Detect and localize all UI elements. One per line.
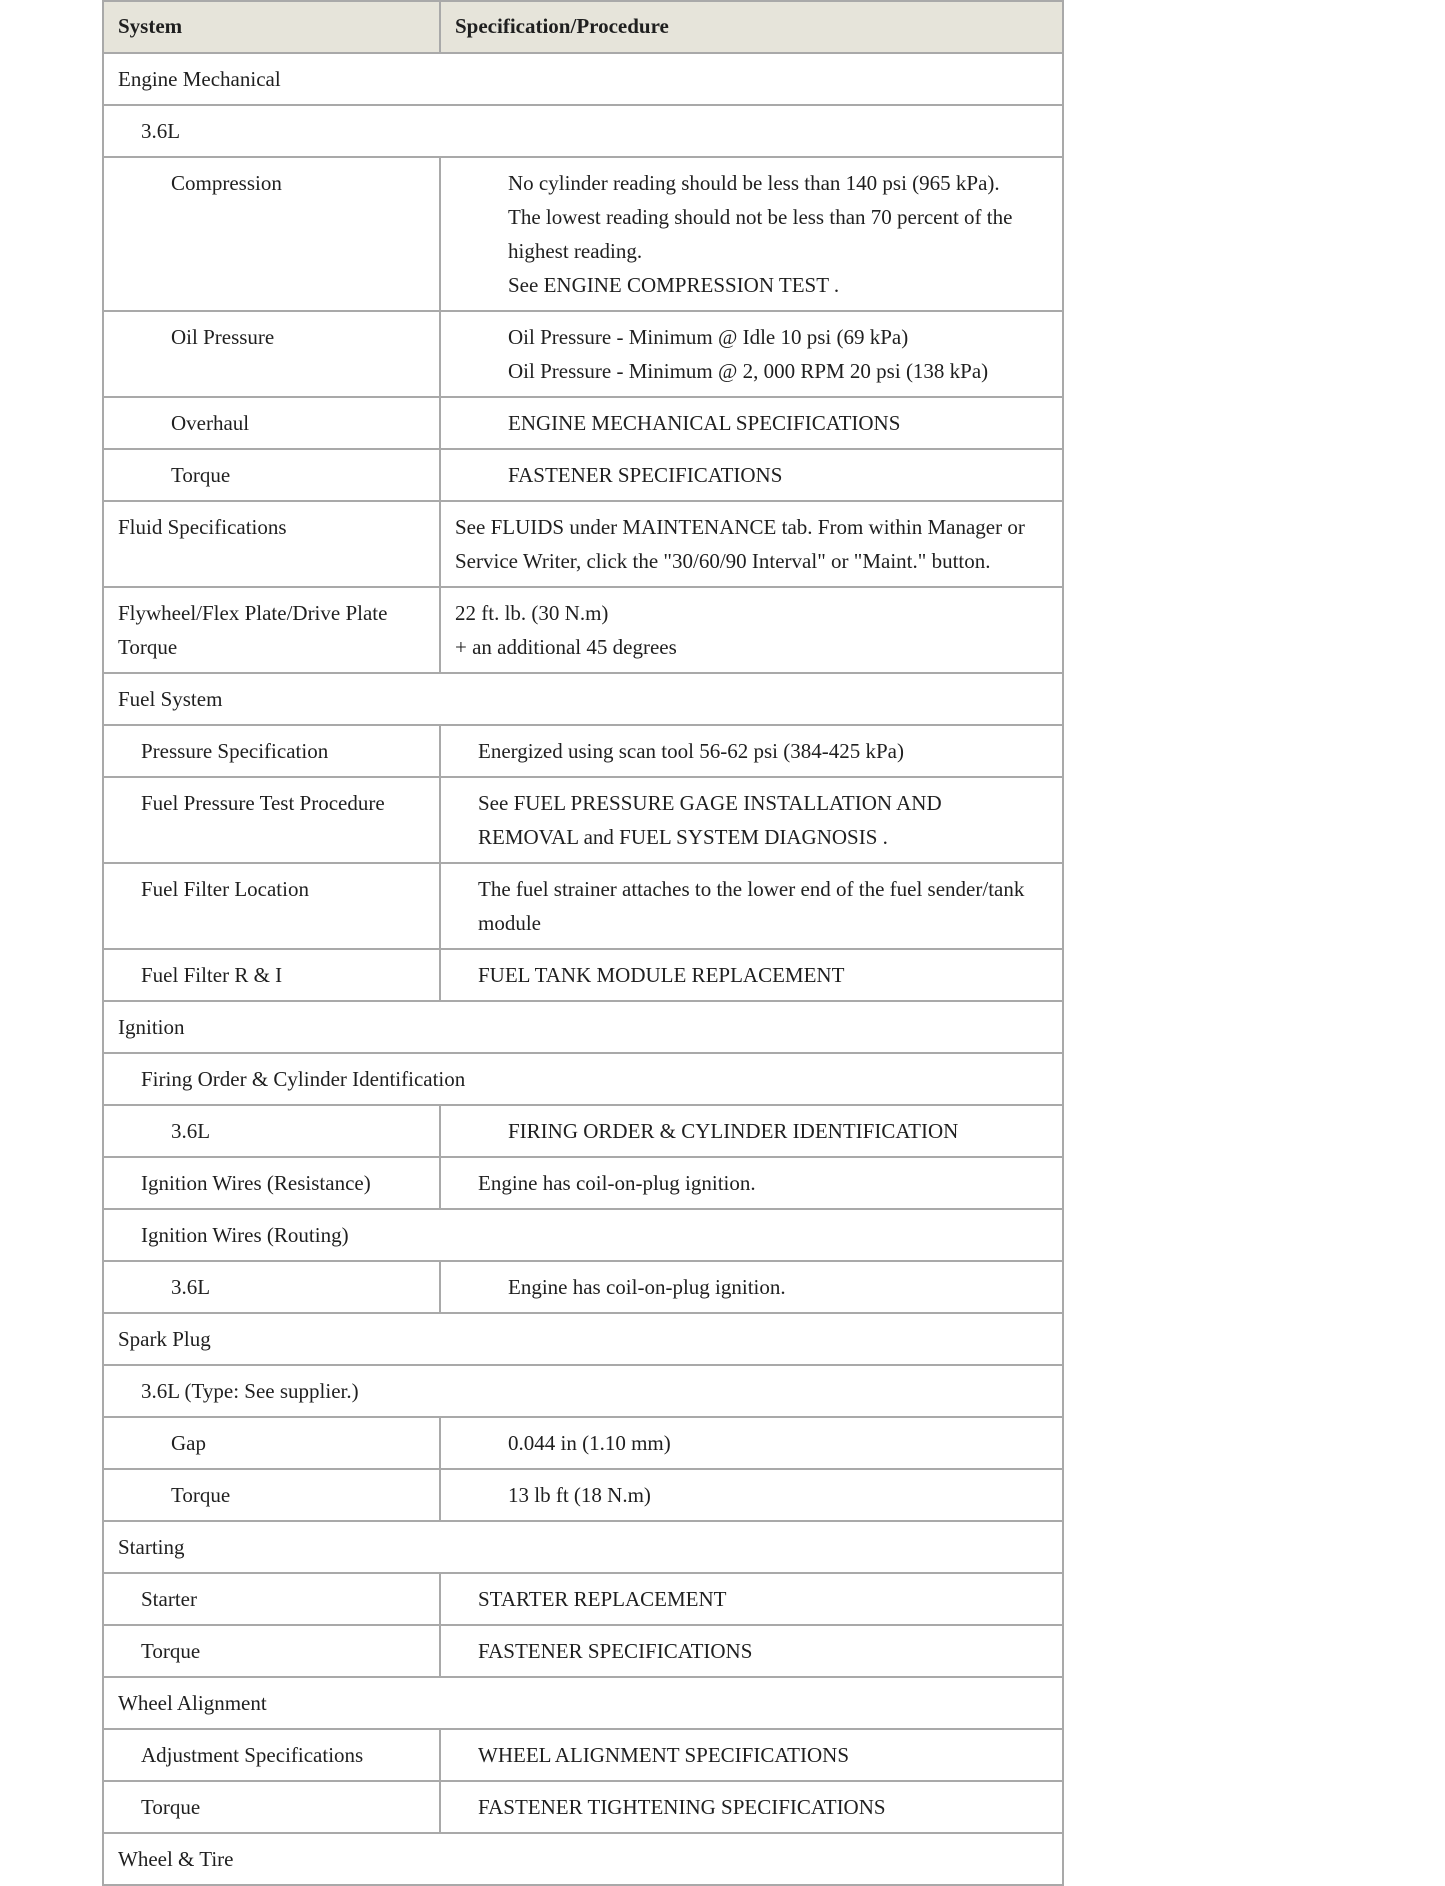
system-label: Wheel & Tire	[118, 1847, 234, 1871]
specification-line: See FLUIDS under MAINTENANCE tab. From within Manager or	[455, 515, 1025, 539]
system-cell	[103, 1157, 440, 1209]
system-cell	[103, 725, 440, 777]
section-heading-cell	[103, 53, 1063, 105]
specification-cell	[440, 1105, 1063, 1157]
section-row	[103, 1677, 1063, 1729]
specification-line: No cylinder reading should be less than 140 psi (965 kPa).	[508, 171, 1000, 195]
system-cell	[103, 157, 440, 311]
table-row	[103, 157, 1063, 311]
specification-line: FUEL TANK MODULE REPLACEMENT	[478, 963, 845, 987]
column-header-system: System	[103, 1, 440, 53]
specification-cell	[440, 1625, 1063, 1677]
system-cell	[103, 1729, 440, 1781]
system-label: Torque	[141, 1795, 201, 1819]
specification-line: WHEEL ALIGNMENT SPECIFICATIONS	[478, 1743, 849, 1767]
table-row	[103, 1573, 1063, 1625]
system-label: Ignition	[118, 1015, 185, 1039]
specification-line: highest reading.	[508, 239, 643, 263]
specification-line: STARTER REPLACEMENT	[478, 1587, 727, 1611]
system-cell	[103, 1105, 440, 1157]
table-row	[103, 1157, 1063, 1209]
section-row	[103, 1053, 1063, 1105]
system-label: Fuel System	[118, 687, 223, 711]
system-label: Torque	[171, 463, 231, 487]
table-body	[103, 53, 1063, 1885]
system-label: Torque	[171, 1483, 231, 1507]
specification-line: Oil Pressure - Minimum @ 2, 000 RPM 20 psi (138 kPa)	[508, 359, 989, 383]
system-cell	[103, 449, 440, 501]
system-cell	[103, 777, 440, 863]
specification-cell	[440, 949, 1063, 1001]
section-heading-cell	[103, 1313, 1063, 1365]
specification-line: See FUEL PRESSURE GAGE INSTALLATION AND	[478, 791, 942, 815]
specification-cell	[440, 1729, 1063, 1781]
specification-cell	[440, 1781, 1063, 1833]
specification-line: Oil Pressure - Minimum @ Idle 10 psi (69 kPa)	[508, 325, 909, 349]
table-row	[103, 1469, 1063, 1521]
system-label: Fuel Filter R & I	[141, 963, 283, 987]
system-label: Overhaul	[171, 411, 250, 435]
specification-cell	[440, 501, 1063, 587]
specification-cell	[440, 587, 1063, 673]
section-heading-cell	[103, 1365, 1063, 1417]
specification-line: FASTENER TIGHTENING SPECIFICATIONS	[478, 1795, 886, 1819]
specification-cell	[440, 777, 1063, 863]
table-row	[103, 1729, 1063, 1781]
table-row	[103, 449, 1063, 501]
specification-cell	[440, 1261, 1063, 1313]
table-row	[103, 501, 1063, 587]
section-heading-cell	[103, 1053, 1063, 1105]
table-row	[103, 725, 1063, 777]
specification-cell	[440, 1469, 1063, 1521]
section-row	[103, 1521, 1063, 1573]
specification-line: The fuel strainer attaches to the lower end of the fuel sender/tank	[478, 877, 1025, 901]
system-label: Starting	[118, 1535, 185, 1559]
system-cell	[103, 1417, 440, 1469]
system-label: 3.6L	[171, 1119, 211, 1143]
system-label: Wheel Alignment	[118, 1691, 267, 1715]
specification-cell	[440, 1573, 1063, 1625]
section-row	[103, 1001, 1063, 1053]
section-row	[103, 1365, 1063, 1417]
section-heading-cell	[103, 1209, 1063, 1261]
system-label: Gap	[171, 1431, 206, 1455]
table-row	[103, 1625, 1063, 1677]
system-cell	[103, 501, 440, 587]
section-row	[103, 1209, 1063, 1261]
system-cell	[103, 1261, 440, 1313]
table-row	[103, 587, 1063, 673]
section-row	[103, 1833, 1063, 1885]
specification-line: Engine has coil-on-plug ignition.	[478, 1171, 756, 1195]
column-header-specification: Specification/Procedure	[440, 1, 1063, 53]
specification-cell	[440, 863, 1063, 949]
specification-line: FIRING ORDER & CYLINDER IDENTIFICATION	[508, 1119, 959, 1143]
specification-line: FASTENER SPECIFICATIONS	[478, 1639, 753, 1663]
system-label: Fluid Specifications	[118, 515, 287, 539]
table-row	[103, 863, 1063, 949]
system-label: Oil Pressure	[171, 325, 275, 349]
system-label: 3.6L	[171, 1275, 211, 1299]
specification-cell	[440, 449, 1063, 501]
system-cell	[103, 949, 440, 1001]
system-label-line: Flywheel/Flex Plate/Drive Plate	[118, 601, 388, 625]
section-heading-cell	[103, 1677, 1063, 1729]
specification-cell	[440, 157, 1063, 311]
specification-line: Energized using scan tool 56-62 psi (384-425 kPa)	[478, 739, 904, 763]
system-cell	[103, 1573, 440, 1625]
specification-cell	[440, 311, 1063, 397]
system-cell	[103, 587, 440, 673]
table-row	[103, 1781, 1063, 1833]
specification-line: ENGINE MECHANICAL SPECIFICATIONS	[508, 411, 901, 435]
specification-line: + an additional 45 degrees	[455, 635, 677, 659]
specification-line: FASTENER SPECIFICATIONS	[508, 463, 783, 487]
system-label: Ignition Wires (Routing)	[141, 1223, 349, 1247]
system-label: Adjustment Specifications	[141, 1743, 364, 1767]
system-label: Firing Order & Cylinder Identification	[141, 1067, 466, 1091]
system-cell	[103, 1625, 440, 1677]
table-row	[103, 1105, 1063, 1157]
specification-line: See ENGINE COMPRESSION TEST .	[508, 273, 840, 297]
section-heading-cell	[103, 1833, 1063, 1885]
specification-line: module	[478, 911, 541, 935]
system-cell	[103, 863, 440, 949]
system-label: Starter	[141, 1587, 197, 1611]
table-row	[103, 311, 1063, 397]
specification-cell	[440, 1157, 1063, 1209]
section-heading-cell	[103, 1001, 1063, 1053]
specification-line: REMOVAL and FUEL SYSTEM DIAGNOSIS .	[478, 825, 888, 849]
section-heading-cell	[103, 673, 1063, 725]
section-row	[103, 105, 1063, 157]
system-cell	[103, 397, 440, 449]
table-row	[103, 777, 1063, 863]
specification-line: Service Writer, click the "30/60/90 Interval" or "Maint." button.	[455, 549, 991, 573]
table-row	[103, 1417, 1063, 1469]
specifications-table	[102, 0, 1064, 1886]
system-label: 3.6L (Type: See supplier.)	[141, 1379, 359, 1403]
system-cell	[103, 1781, 440, 1833]
system-label: Ignition Wires (Resistance)	[141, 1171, 371, 1195]
table-header-row	[103, 1, 1063, 53]
section-row	[103, 673, 1063, 725]
system-label: Compression	[171, 171, 282, 195]
specification-line: Engine has coil-on-plug ignition.	[508, 1275, 786, 1299]
system-label: Fuel Pressure Test Procedure	[141, 791, 385, 815]
table-row	[103, 397, 1063, 449]
section-row	[103, 1313, 1063, 1365]
table-row	[103, 949, 1063, 1001]
table-row	[103, 1261, 1063, 1313]
system-label: Engine Mechanical	[118, 67, 281, 91]
system-label: 3.6L	[141, 119, 181, 143]
system-cell	[103, 311, 440, 397]
specification-line: 22 ft. lb. (30 N.m)	[455, 601, 609, 625]
section-row	[103, 53, 1063, 105]
specification-cell	[440, 1417, 1063, 1469]
specification-cell	[440, 725, 1063, 777]
system-cell	[103, 1469, 440, 1521]
specification-line: The lowest reading should not be less than 70 percent of the	[508, 205, 1013, 229]
specification-line: 13 lb ft (18 N.m)	[508, 1483, 651, 1507]
section-heading-cell	[103, 105, 1063, 157]
system-label: Pressure Specification	[141, 739, 329, 763]
specification-line: 0.044 in (1.10 mm)	[508, 1431, 671, 1455]
system-label: Spark Plug	[118, 1327, 211, 1351]
specification-cell	[440, 397, 1063, 449]
section-heading-cell	[103, 1521, 1063, 1573]
system-label: Fuel Filter Location	[141, 877, 309, 901]
system-label-line: Torque	[118, 635, 178, 659]
system-label: Torque	[141, 1639, 201, 1663]
